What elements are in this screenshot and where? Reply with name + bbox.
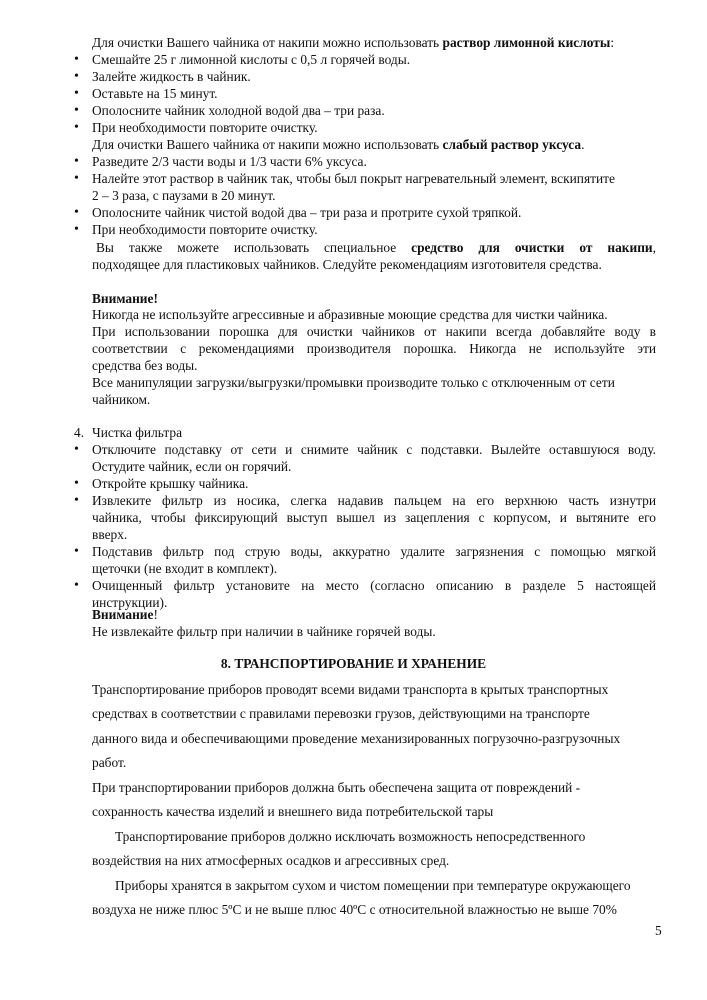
citric-step-4: Ополосните чайник холодной водой два – три раза.	[92, 103, 385, 118]
citric-step-2: Залейте жидкость в чайник.	[92, 69, 251, 84]
filter-step-4-line-1: Подставив фильтр под струю воды, аккуратно удалите загрязнения с помощью мягкой	[92, 544, 656, 559]
bullet-icon: •	[74, 544, 79, 559]
transport-p4-line-1: Приборы хранятся в закрытом сухом и чистом помещении при температуре окружающего	[115, 878, 631, 893]
citric-step-1: Смешайте 25 г лимонной кислоты с 0,5 л горячей воды.	[92, 52, 411, 67]
transport-p1-line-2: средствах в соответствии с правилами перевозки грузов, действующими на транспорте	[92, 706, 590, 721]
transport-p1-line-3: данного вида и обеспечивающими проведение механизированных погрузочно-разгрузочных	[92, 731, 621, 746]
vinegar-intro-bold: слабый раствор уксуса	[442, 137, 582, 152]
filter-number: 4.	[74, 425, 85, 440]
filter-warning-title	[92, 606, 158, 623]
bullet-icon: •	[74, 69, 79, 84]
page-number: 5	[655, 923, 662, 938]
warning-line-4: средства без воды.	[92, 358, 198, 373]
filter-step-2: Откройте крышку чайника.	[92, 476, 249, 491]
transport-p3-line-2: воздействия на них атмосферных осадков и агрессивных сред.	[92, 853, 450, 868]
filter-step-1-line-2: Остудите чайник, если он горячий.	[92, 459, 292, 474]
warning-line-5: Все манипуляции загрузки/выгрузки/промывки производите только с отключенным от сети	[92, 375, 615, 390]
citric-intro-text: Для очистки Вашего чайника от накипи можно использовать	[92, 35, 443, 50]
filter-step-1-line-1: Отключите подставку от сети и снимите чайник с подставки. Вылейте оставшуюся воду.	[92, 442, 656, 457]
special-agent-line-2: подходящее для пластиковых чайников. Следуйте рекомендациям изготовителя средства.	[92, 257, 602, 272]
vinegar-step-3: Ополосните чайник чистой водой два – три раза и протрите сухой тряпкой.	[92, 205, 522, 220]
special-agent-text: Вы также можете использовать специальное	[96, 240, 412, 255]
bullet-icon: •	[74, 578, 79, 593]
bullet-icon: •	[74, 222, 79, 237]
filter-warning-title-bold: Внимание	[92, 607, 154, 622]
warning-title	[92, 290, 158, 307]
bullet-icon: •	[74, 154, 79, 169]
filter-warning-title-mark: !	[153, 607, 158, 622]
filter-step-3-line-2: чайника, чтобы фиксирующий выступ вышел из зацепления с корпусом, и вытяните его	[92, 510, 656, 525]
filter-step-5-line-2: инструкции).	[92, 595, 168, 610]
special-agent-bold: средство для очистки от накипи	[411, 240, 653, 255]
warning-title-text: Внимание!	[92, 291, 158, 306]
vinegar-intro-dot: .	[581, 137, 585, 152]
transport-p2-line-1: При транспортировании приборов должна быть обеспечена защита от повреждений -	[92, 780, 581, 795]
transport-heading: 8. ТРАНСПОРТИРОВАНИЕ И ХРАНЕНИЕ	[220, 656, 487, 671]
bullet-icon: •	[74, 171, 79, 186]
transport-p3-line-1: Транспортирование приборов должно исключать возможность непосредственного	[115, 829, 586, 844]
vinegar-step-1: Разведите 2/3 части воды и 1/3 части 6% уксуса.	[92, 154, 367, 169]
filter-step-3-line-1: Извлеките фильтр из носика, слегка надавив пальцем на его верхнюю часть изнутри	[92, 493, 656, 508]
transport-p1-line-1: Транспортирование приборов проводят всеми видами транспорта в крытых транспортных	[92, 682, 609, 697]
vinegar-step-2-line-2: 2 – 3 раза, с паузами в 20 минут.	[92, 188, 276, 203]
warning-line-1: Никогда не используйте агрессивные и абразивные моющие средства для чистки чайника.	[92, 307, 608, 322]
warning-line-2: При использовании порошка для очистки чайников от накипи всегда добавляйте воду в	[92, 324, 656, 339]
bullet-icon: •	[74, 476, 79, 491]
citric-intro-bold: раствор лимонной кислоты	[442, 35, 611, 50]
transport-p4-line-2: воздуха не ниже плюс 5ºС и не выше плюс 40ºС с относительной влажностью не выше 70%	[92, 902, 617, 917]
citric-step-5: При необходимости повторите очистку.	[92, 120, 318, 135]
citric-intro	[92, 34, 614, 51]
citric-step-3: Оставьте на 15 минут.	[92, 86, 218, 101]
filter-warning-text: Не извлекайте фильтр при наличии в чайнике горячей воды.	[92, 624, 436, 639]
transport-p1-line-4: работ.	[92, 755, 127, 770]
filter-title: Чистка фильтра	[92, 425, 183, 440]
vinegar-step-2-line-1: Налейте этот раствор в чайник так, чтобы был покрыт нагревательный элемент, вскипятите	[92, 171, 615, 186]
transport-p2-line-2: сохранность качества изделий и внешнего вида потребительской тары	[92, 804, 494, 819]
vinegar-intro	[92, 136, 584, 153]
vinegar-step-4: При необходимости повторите очистку.	[92, 222, 318, 237]
vinegar-intro-text: Для очистки Вашего чайника от накипи можно использовать	[92, 137, 443, 152]
bullet-icon: •	[74, 205, 79, 220]
warning-line-6: чайником.	[92, 392, 151, 407]
special-agent-comma: ,	[652, 240, 656, 255]
bullet-icon: •	[74, 493, 79, 508]
special-agent-line-1	[96, 239, 656, 256]
bullet-icon: •	[74, 52, 79, 67]
bullet-icon: •	[74, 442, 79, 457]
bullet-icon: •	[74, 86, 79, 101]
filter-step-5-line-1: Очищенный фильтр установите на место (согласно описанию в разделе 5 настоящей	[92, 578, 656, 593]
warning-line-3: соответствии с рекомендациями производителя порошка. Никогда не используйте эти	[92, 341, 656, 356]
citric-intro-colon: :	[610, 35, 615, 50]
bullet-icon: •	[74, 120, 79, 135]
filter-step-4-line-2: щеточки (не входит в комплект).	[92, 561, 278, 576]
bullet-icon: •	[74, 103, 79, 118]
filter-step-3-line-3: вверх.	[92, 527, 128, 542]
